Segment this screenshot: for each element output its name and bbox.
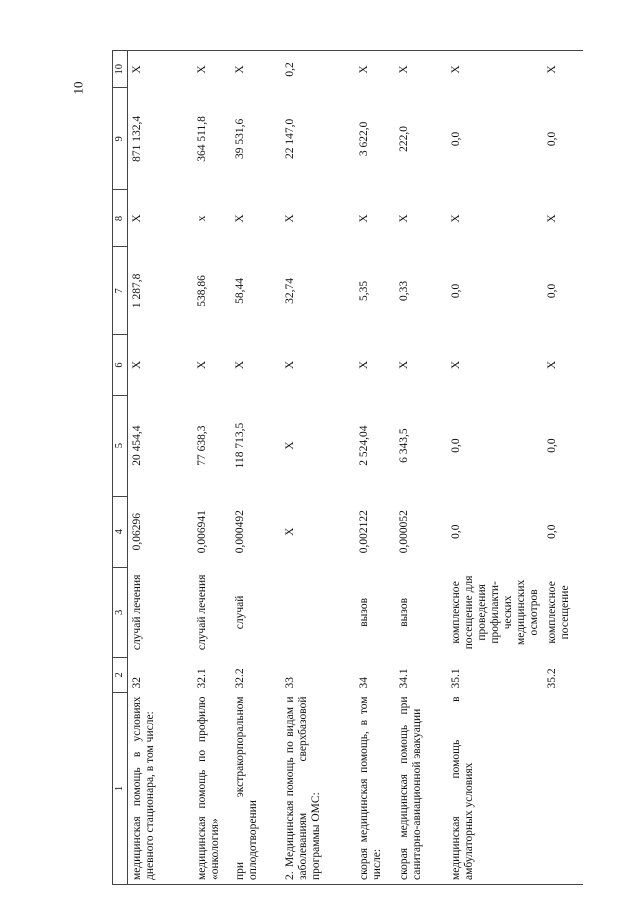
header-cell: 2 [113, 657, 128, 692]
table-cell-value: 0,33 [398, 280, 411, 301]
table-cell-value: 364 511,8 [196, 116, 209, 162]
header-cell: 4 [113, 496, 128, 567]
table-cell-code: 32.1 [196, 668, 209, 689]
table-cell-value: 0,0 [450, 524, 463, 539]
table-row [447, 51, 543, 885]
table-cell-value: X [130, 214, 143, 223]
table-row [355, 51, 395, 885]
table-cell-value: 118 713,5 [234, 422, 247, 469]
table-cell-value: X [355, 51, 395, 88]
table-cell-value: 0,0 [546, 438, 559, 453]
table-cell-value: X [284, 441, 297, 450]
header-cell: 9 [113, 88, 128, 190]
table-cell-value: 58,44 [234, 277, 247, 304]
table-cell-value: 2 524,04 [358, 425, 371, 466]
table-cell-value: 222,0 [398, 125, 411, 152]
table-row [193, 51, 231, 885]
table-cell-value: 0,006941 [196, 510, 209, 554]
data-table [112, 50, 583, 885]
table-cell-value: X [234, 214, 247, 223]
table-cell-unit: вызов [358, 597, 371, 627]
header-row [113, 51, 128, 885]
table-cell-code: 32 [130, 676, 143, 689]
table-cell-value: X [398, 214, 411, 223]
table-cell-name: скорая медицинская помощь при санитарно-авиационной эвакуации [395, 692, 447, 884]
table-cell-value: X [284, 214, 297, 223]
table-cell-value: X [546, 214, 559, 223]
table-cell-name: при экстракорпоральном оплодотворении [231, 692, 281, 884]
table-cell-name: медицинская помощь в условиях дневного стационара, в том числе: [127, 692, 193, 884]
table-cell-value: X [193, 51, 231, 88]
table-cell-value: X [284, 360, 297, 370]
table-cell-value: X [234, 360, 247, 370]
table-cell-name: медицинская помощь в амбулаторных условиях [447, 692, 543, 884]
table-cell-value: X [130, 360, 143, 370]
table-cell-unit: вызов [398, 597, 411, 627]
table-cell-value: X [450, 214, 463, 223]
table-row [231, 51, 281, 885]
table-cell-value: 0,0 [450, 438, 463, 453]
table-cell-value: X [358, 214, 371, 223]
table-cell-name: 2. Медицинская помощь по видам и заболеваниям сверхбазовой программы ОМС: [281, 692, 355, 884]
table-cell-value: x [196, 215, 209, 222]
table-cell-value: 6 343,5 [398, 428, 411, 463]
table-cell-value: X [196, 360, 209, 370]
table-cell-unit: комплексное посещение [546, 581, 572, 644]
table-cell-value: X [546, 360, 559, 370]
table-cell-value: 1 287,8 [130, 273, 143, 309]
table-cell-value: X [395, 51, 447, 88]
table-cell-value: 0,0 [450, 283, 463, 299]
table-cell-value: 77 638,3 [196, 425, 209, 466]
table-cell-unit: случай лечения [130, 574, 143, 651]
table-cell-value: X [231, 51, 281, 88]
table-cell-code: 33 [284, 676, 297, 689]
table-cell-value: X [284, 527, 297, 536]
page-number: 10 [70, 81, 86, 95]
table-cell-value: X [543, 51, 583, 88]
table-cell-value: 0,0 [546, 283, 559, 299]
table-cell-unit: случай лечения [196, 574, 209, 651]
table-cell-value: 871 132,4 [130, 115, 143, 162]
table-row [127, 51, 193, 885]
table-cell-value: 0,000052 [398, 510, 411, 554]
header-cell: 7 [113, 247, 128, 335]
header-cell: 5 [113, 395, 128, 496]
table-cell-value: 0,002122 [358, 510, 371, 554]
table-cell-value: 3 622,0 [358, 121, 371, 157]
table-cell-code: 34.1 [398, 668, 411, 689]
table-cell-value: 0,2 [281, 51, 355, 88]
header-cell: 1 [113, 692, 128, 884]
table-cell-value: 538,86 [196, 275, 209, 307]
table-cell-value: 0,06296 [130, 513, 143, 551]
table-cell-code: 35.2 [546, 668, 559, 689]
header-cell: 6 [113, 335, 128, 395]
table-cell-value: X [398, 360, 411, 370]
table-cell-value: X [127, 51, 193, 88]
table-cell-value: 0,000492 [234, 510, 247, 554]
table-cell-code: 32.2 [234, 668, 247, 689]
table-cell-value: X [450, 360, 463, 370]
table-cell-value: 20 454,4 [130, 425, 143, 466]
table-cell-code: 34 [358, 676, 371, 689]
table-cell-value: 0,0 [450, 131, 463, 147]
table-row [543, 51, 583, 885]
table-row [395, 51, 447, 885]
table-cell-name: медицинская помощь по профилю «онкология» [193, 692, 231, 884]
table-cell-unit [281, 567, 355, 657]
header-cell: 10 [113, 51, 128, 88]
table-cell-value: 32,74 [284, 277, 297, 304]
table-cell-value: 0,0 [546, 524, 559, 539]
table-row [281, 51, 355, 885]
header-cell: 8 [113, 190, 128, 247]
header-cell: 3 [113, 567, 128, 657]
table-cell-value: 22 147,0 [284, 118, 297, 160]
table-cell-code: 35.1 [450, 668, 463, 689]
table-cell-value: 39 531,6 [234, 118, 247, 160]
table-cell-value: 0,0 [546, 131, 559, 147]
table-cell-name [543, 692, 583, 884]
table-cell-value: 5,35 [358, 280, 371, 301]
rotated-table-wrapper [112, 50, 583, 885]
table-cell-unit: случай [234, 595, 247, 630]
table-cell-value: X [447, 51, 543, 88]
table-cell-unit: комплексное посещение для проведения профилакти-ческих медицинских осмотров [450, 575, 540, 650]
table-cell-name: скорая медицинская помощь, в том числе: [355, 692, 395, 884]
table-cell-value: X [358, 360, 371, 370]
